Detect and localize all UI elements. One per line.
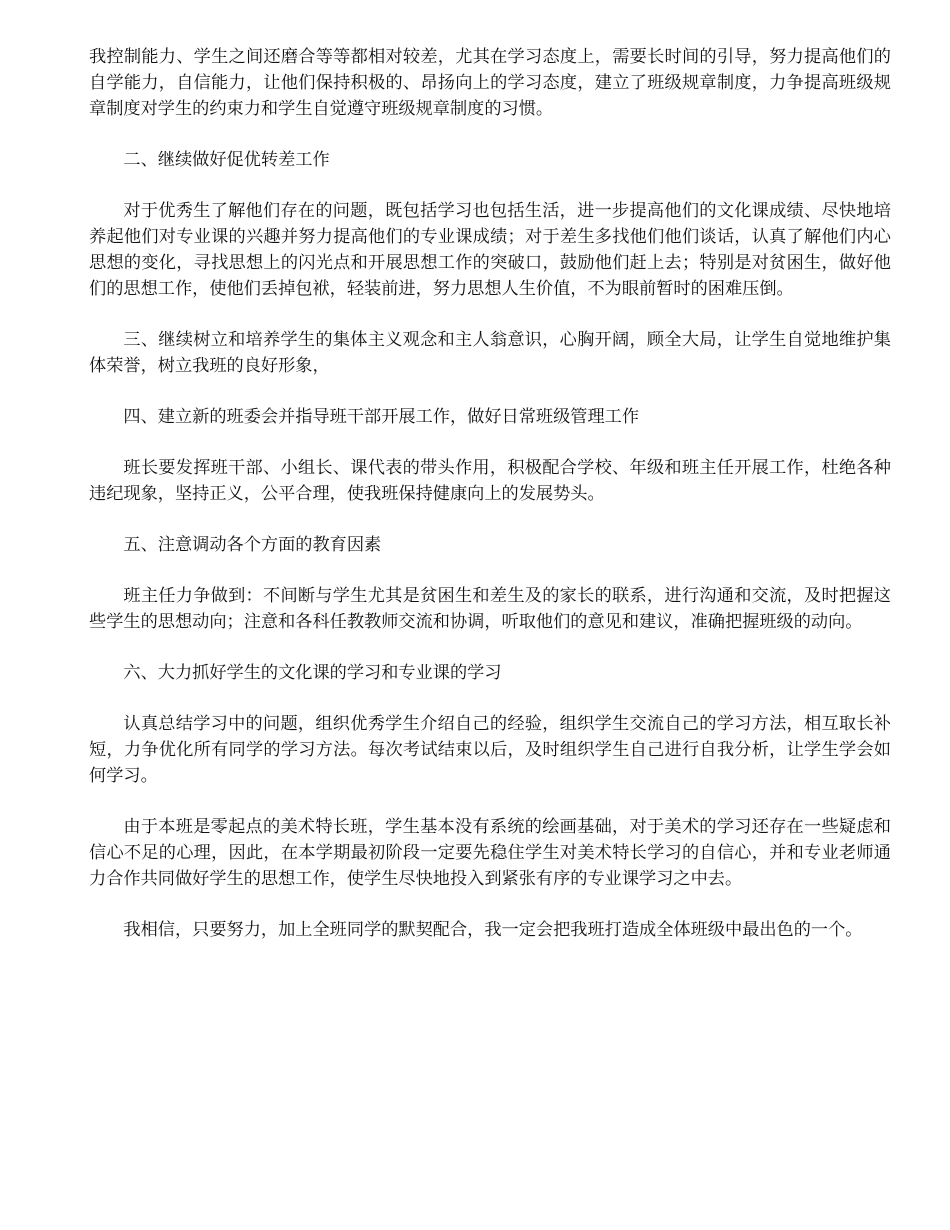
paragraph-section-4: 班长要发挥班干部、小组长、课代表的带头作用，积极配合学校、年级和班主任开展工作，杜绝各种违纪现象，坚持正义，公平合理，使我班保持健康向上的发展势头。 xyxy=(89,458,891,504)
paragraph-continuation: 我控制能力、学生之间还磨合等等都相对较差，尤其在学习态度上，需要长时间的引导，努力提高他们的自学能力，自信能力，让他们保持积极的、昂扬向上的学习态度，建立了班级规章制度，力争提高班级规章制度对学生的约束力和学生自觉遵守班级规章制度的习惯。 xyxy=(89,47,891,119)
section-heading-2: 二、继续做好促优转差工作 xyxy=(123,150,330,170)
section-heading-6: 六、大力抓好学生的文化课的学习和专业课的学习 xyxy=(123,663,502,683)
section-heading-5: 五、注意调动各个方面的教育因素 xyxy=(123,535,382,555)
paragraph-art-class: 由于本班是零起点的美术特长班，学生基本没有系统的绘画基础，对于美术的学习还存在一些疑虑和信心不足的心理，因此，在本学期最初阶段一定要先稳住学生对美术特长学习的自信心，并和专业老师通力合作共同做好学生的思想工作，使学生尽快地投入到紧张有序的专业课学习之中去。 xyxy=(89,817,891,889)
paragraph-section-6: 认真总结学习中的问题，组织优秀学生介绍自己的经验，组织学生交流自己的学习方法，相互取长补短，力争优化所有同学的学习方法。每次考试结束以后，及时组织学生自己进行自我分析，让学生学会如何学习。 xyxy=(89,714,891,786)
paragraph-section-2: 对于优秀生了解他们存在的问题，既包括学习也包括生活，进一步提高他们的文化课成绩、尽快地培养起他们对专业课的兴趣并努力提高他们的专业课成绩；对于差生多找他们他们谈话，认真了解他们内心思想的变化，寻找思想上的闪光点和开展思想工作的突破口，鼓励他们赶上去；特别是对贫困生，做好他们的思想工作，使他们丢掉包袱，轻装前进，努力思想人生价值，不为眼前暂时的困难压倒。 xyxy=(89,201,891,299)
document-page xyxy=(89,44,891,968)
section-heading-3: 三、继续树立和培养学生的集体主义观念和主人翁意识，心胸开阔，顾全大局，让学生自觉地维护集体荣誉，树立我班的良好形象， xyxy=(89,330,891,376)
paragraph-conclusion: 我相信，只要努力，加上全班同学的默契配合，我一定会把我班打造成全体班级中最出色的一个。 xyxy=(123,920,863,940)
paragraph-section-5: 班主任力争做到：不间断与学生尤其是贫困生和差生及的家长的联系，进行沟通和交流，及时把握这些学生的思想动向；注意和各科任教教师交流和协调，听取他们的意见和建议，准确把握班级的动向。 xyxy=(89,586,891,632)
section-heading-4: 四、建立新的班委会并指导班干部开展工作，做好日常班级管理工作 xyxy=(123,407,640,427)
